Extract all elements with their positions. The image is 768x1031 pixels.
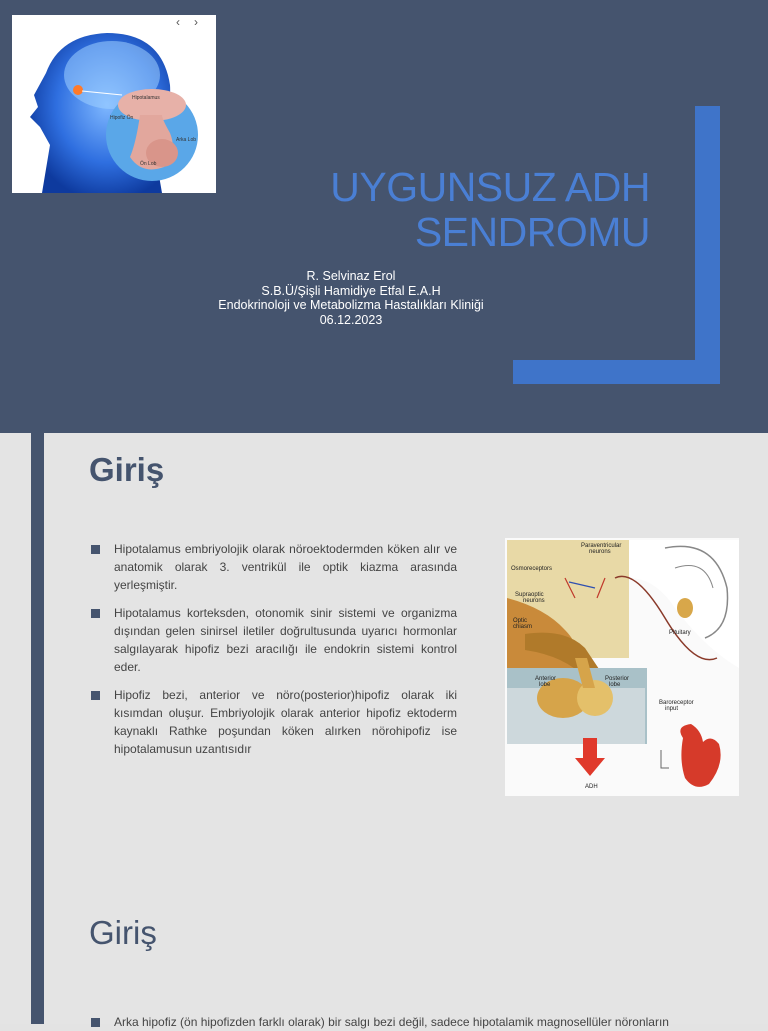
bullet-item: Hipotalamus korteksden, otonomik sinir sistemi ve organizma dışından gelen sinirsel iletiler doğrultusunda uyarıcı hormonlar salgılayarak hipofiz bezi aracılığı ile endokrin sistemi kontrol eder.: [91, 604, 457, 676]
title-line-2: SENDROMU: [414, 209, 650, 255]
label-neurons-1: neurons: [589, 549, 611, 555]
adh-secretion-diagram: [505, 538, 739, 796]
label-lobe-2: lobe: [609, 682, 621, 688]
section-heading-2: Giriş: [89, 914, 157, 951]
thumb-label-hypothalamus: Hipotalamus: [132, 95, 160, 101]
label-pituitary: Pituitary: [669, 630, 691, 636]
hypothalamus-pituitary-illustration: [505, 538, 739, 796]
title-line-1: UYGUNSUZ ADH: [330, 164, 650, 210]
thumb-label-anterior: Hipofiz Ön: [110, 115, 134, 121]
head-illustration: [12, 15, 216, 193]
label-neurons-2: neurons: [523, 598, 545, 604]
label-anterior: Anterior: [535, 676, 557, 682]
author-name: R. Selvinaz Erol: [306, 269, 396, 283]
bullet-list: [91, 540, 457, 768]
institution: S.B.Ü/Şişli Hamidiye Etfal E.A.H: [261, 283, 441, 298]
label-baroreceptor: Baroreceptor: [659, 700, 694, 706]
carousel-nav: [176, 15, 212, 29]
title-slide: [0, 0, 768, 433]
department: Endokrinoloji ve Metabolizma Hastalıkları Kliniği: [218, 298, 484, 312]
brain-pituitary-thumbnail: [12, 15, 216, 193]
section-heading: Giriş: [89, 451, 165, 488]
bullet-item: Hipofiz bezi, anterior ve nöro(posterior)hipofiz olarak iki kısımdan oluşur. Embriyolojik olarak anterior hipofiz ektoderm kaynaklı Rathke poşundan köken alırken nörohipofiz ise hipotalamusun uzantısıdır: [91, 686, 457, 758]
accent-bar: [31, 433, 44, 1024]
slide-subtitle: [190, 269, 512, 327]
prev-arrow-icon[interactable]: ‹: [176, 15, 194, 29]
next-arrow-icon[interactable]: ›: [194, 15, 212, 29]
label-supraoptic: Supraoptic: [515, 592, 544, 598]
label-lobe-1: lobe: [539, 682, 551, 688]
thumb-label-stalk: Ön Lob: [140, 161, 157, 167]
label-adh: ADH: [585, 784, 598, 790]
label-posterior: Posterior: [605, 676, 630, 682]
decorative-frame-vertical: [695, 106, 720, 384]
label-osmoreceptors: Osmoreceptors: [511, 566, 553, 572]
slide-title: [230, 165, 650, 255]
presentation-date: 06.12.2023: [319, 312, 383, 327]
thumb-label-posterior: Arka Lob: [176, 137, 197, 143]
label-optic: Optic: [513, 618, 528, 624]
content-slide: [0, 433, 768, 1029]
decorative-frame-horizontal: [513, 360, 720, 384]
label-input: input: [665, 706, 679, 712]
bullet-item-cutoff: Arka hipofiz (ön hipofizden farklı olarak) bir salgı bezi değil, sadece hipotalamik magnosellüler nöronların: [91, 1013, 768, 1031]
bullet-item: Hipotalamus embriyolojik olarak nöroektodermden köken alır ve anatomik olarak 3. ventrikül ile optik kiazma arasında yerleşmiştir.: [91, 540, 457, 594]
label-chiasm: chiasm: [513, 624, 533, 630]
label-paraventricular: Paraventricular: [581, 543, 622, 549]
